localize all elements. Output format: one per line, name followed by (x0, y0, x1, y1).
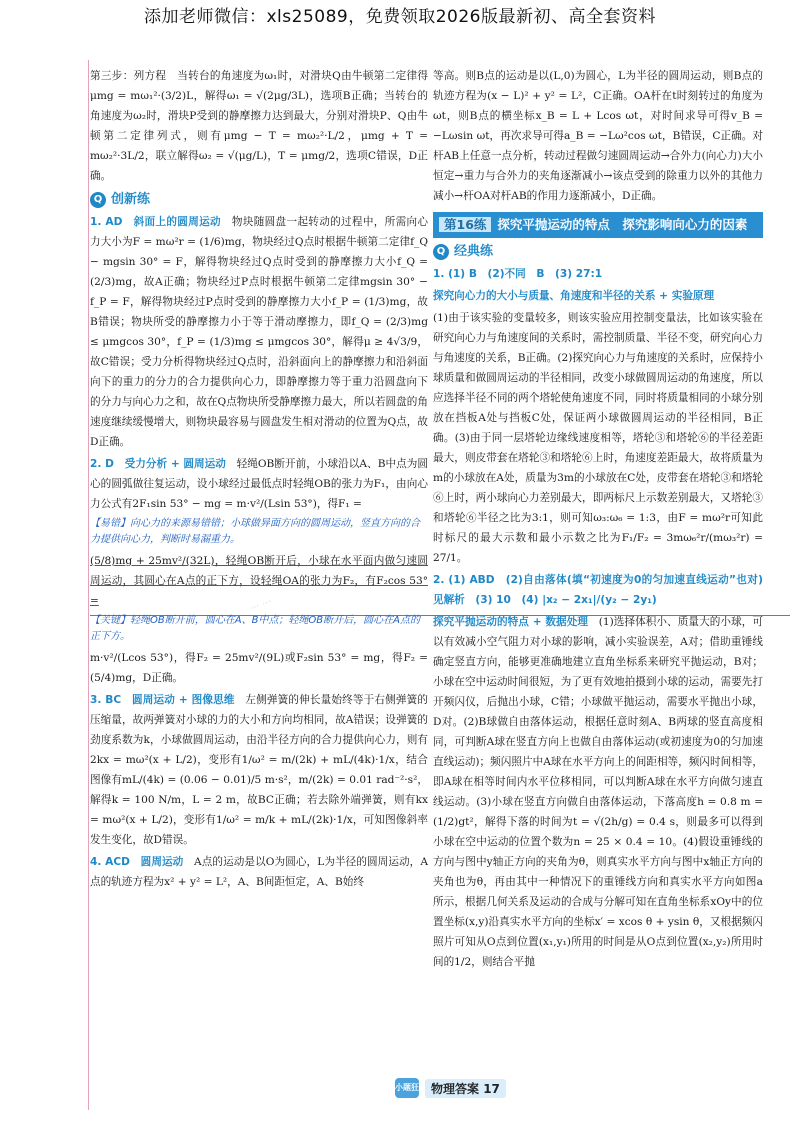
watermark: ··· ··· (248, 596, 274, 615)
search-icon: Q (90, 192, 106, 208)
q2-tag: 2. D 受力分析 + 圆周运动 (90, 458, 226, 470)
r-q1-subtitle: 探究向心力的大小与质量、角速度和半径的关系 + 实验原理 (433, 290, 715, 302)
q1-tag: 1. AD 斜面上的圆周运动 (90, 216, 221, 228)
handwritten-note-2: 【关键】轻绳OB断开前，圆心在A、B中点；轻绳OB断开后，圆心在A点的正下方。 (90, 615, 421, 642)
q3-tag: 3. BC 圆周运动 + 图像思维 (90, 694, 235, 706)
q4-continued: 等高。则B点的运动是以(L,0)为圆心，L为半径的圆周运动，则B点的轨迹方程为(x − L)² + y² = L²，C正确。OA杆在t时刻转过的角度为ωt，则B点的横坐标x_B = L + Lcos ωt，对时间求导可得v_B = −Lωsin ωt，再次求导可得a_B = −Lω²cos ωt，B错误，C正确。对杆AB上任意一点分析，转动过程做匀速圆周运动→合外力(向心力)大小恒定→重力与合外力的夹角逐渐减小→该点受到的除重力以外的其他力减小→杆OA对杆AB的作用力逐渐减小，D正确。 (433, 70, 763, 202)
page-number: 17 (483, 1081, 500, 1096)
lesson-number: 第16练 (439, 217, 491, 232)
section-heading-innovation: Q 创新练 (90, 190, 428, 210)
left-column (90, 66, 428, 1086)
q1-answer: 1. AD 斜面上的圆周运动 物块随圆盘一起转动的过程中，所需向心力大小为F = mω²r = (1/6)mg，物块经过Q点时根据牛顿第二定律f_Q − mgsin 30° = F，解得物块经过Q点时受到的静摩擦力大小f_Q = (2/3)mg，故A正确；物块经过P点时根据牛顿第二定律mgsin 30° − f_P = F，解得物块经过P点时受到的静摩擦力大小f_P = (1/3)mg，故B错误；物块所受的静摩擦力小于等于滑动摩擦力，即f_Q = (2/3)mg ≤ μmgcos 30°，f_P = (1/3)mg ≤ μmgcos 30°，解得μ ≥ 4√3/9，故C错误；受力分析得物块经过Q点时，沿斜面向上的静摩擦力和沿斜面向下的重力的分力的合力提供向心力，即静摩擦力等于重力沿圆盘向下的分力与向心力之和，故在Q点物块所受静摩擦力最大，所以若圆盘的角速度继续缓慢增大，则物块最容易与圆盘发生相对滑动的位置为Q点，故D正确。 (90, 216, 429, 448)
q2-answer-part3: m·v²/(Lcos 53°)，得F₂ = 25mv²/(9L)或F₂sin 53° = mg，得F₂ = (5/4)mg，D正确。 (90, 652, 428, 684)
page-footer (395, 1078, 506, 1112)
r-q2-subtitle: 探究平抛运动的特点 + 数据处理 (433, 616, 589, 628)
search-icon: Q (433, 244, 449, 260)
section-heading-classic: Q 经典练 (433, 242, 763, 262)
brand-logo: 小题狂练 (395, 1078, 419, 1098)
q2-answer-part1: 2. D 受力分析 + 圆周运动 轻绳OB断开前，小球沿以A、B中点为圆心的圆弧做往复运动，设小球经过最低点时轻绳OB的张力为F₁，由向心力公式有2F₁sin 53° − mg = m·v²/(Lsin 53°)，得F₁ = (90, 458, 429, 510)
footer-label: 物理答案 17 (425, 1079, 506, 1098)
r-q2-answer: 探究平抛运动的特点 + 数据处理 (1)选择体积小、质量大的小球，可以有效减小空气阻力对小球的影响，减小实验误差，A对；借助重锤线确定竖直方向，能够更准确地建立直角坐标系来研究平抛运动，B对；小球在空中运动时间很短，为了更有效地拍摄到小球的运动，需要先打开频闪仪，后抛出小球，C错；小球做平抛运动，需要水平抛出小球，D对。(2)B球做自由落体运动，根据任意时刻A、B两球的竖直高度相同，可判断A球在竖直方向上也做自由落体运动(或初速度为0的匀加速直线运动)；频闪照片中A球在水平方向上的间距相等，频闪时间相等，即A球在相等时间内水平位移相同，可以判断A球在水平方向做匀速直线运动。(3)小球在竖直方向做自由落体运动，下落高度h = 0.8 m = (1/2)gt²，解得下落的时间为t = √(2h/g) = 0.4 s，则最多可以得到小球在空中运动的位置个数为n = 25 × 0.4 = 10。(4)假设重锤线的方向与图中y轴正方向的夹角为θ，则真实水平方向与图中x轴正方向的夹角也为θ，再由其中一种情况下的重锤线方向和真实水平方向如图a所示，根据几何关系及运动的合成与分解可知在直角坐标系xOy中的位置坐标(x,y)沿真实水平方向的坐标x′ = xcos θ + ysin θ，又根据频闪照片可知从O点到位置(x₁,y₁)所用的时间是从O点到位置(x₂,y₂)所用时间的1/2，则结合平抛 (433, 616, 763, 968)
lesson-title: 探究平抛运动的特点 探究影响向心力的因素 (497, 217, 748, 232)
q4-answer: 4. ACD 圆周运动 A点的运动是以O为圆心，L为半径的圆周运动，A点的轨迹方程为x² + y² = L²，A、B间距恒定，A、B始终 (90, 856, 428, 888)
margin-line (88, 60, 89, 1110)
right-column (433, 66, 774, 1086)
handwritten-note-1: 【易错】向心力的来源易错错；小球做异面方向的圆周运动，竖直方向的合力提供向心力，判断时易漏重力。 (90, 518, 420, 545)
q3-answer: 3. BC 圆周运动 + 图像思维 左侧弹簧的伸长量始终等于右侧弹簧的压缩量，故两弹簧对小球的力的大小和方向均相同，故A错误；设弹簧的劲度系数为k，小球做圆周运动，由沿半径方向的合力提供向心力，则有2kx = mω²(x + L/2)，变形有1/ω² = m/(2k) + mL/(4k)·1/x，结合图像有mL/(4k) = (0.06 − 0.01)/5 m·s²，m/(2k) = 0.01 rad⁻²·s²，解得k = 100 N/m，L = 2 m，故BC正确；若去除外端弹簧，则有kx = mω²(x + L/2)，变形有1/ω² = m/k + mL/(2k)·1/x，可知图像斜率发生变化，故D错误。 (90, 694, 429, 846)
lesson-title-bar (433, 212, 763, 238)
step3-paragraph: 第三步：列方程 当转台的角速度为ω₁时，对滑块Q由牛顿第二定律得μmg = mω₁²·(3/2)L，解得ω₁ = √(2μg/3L)，选项B正确；当转台的角速度为ω₂时，滑块P受到的静摩擦力达到最大，分别对滑块P、Q由牛顿第二定律列式，则有μmg − T = mω₂²·L/2，μmg + T = mω₂²·3L/2，联立解得ω₂ = √(μg/L)，T = μmg/2，选项C错误，D正确。 (90, 70, 428, 182)
r-q2-tag: 2. (1) ABD (2)自由落体(填“初速度为0的匀加速直线运动”也对) 见解析 (3) 10 (4) |x₂ − 2x₁|/(y₂ − 2y₁) (433, 574, 774, 606)
q4-tag: 4. ACD 圆周运动 (90, 856, 184, 868)
r-q1-answer: (1)由于该实验的变量较多，则该实验应用控制变量法，比如该实验在研究向心力与角速度间的关系时，需控制质量、半径不变，研究向心力与角速度的关系，B正确。(2)探究向心力与角速度的关系时，应保持小球质量和做圆周运动的半径相同，改变小球做圆周运动的角速度，所以应选择半径不同的两个塔轮使角速度不同，同时将质量相同的小球分别放在挡板A处与挡板C处，保证两小球做圆周运动的半径相同，B正确。(3)由于同一层塔轮边缘线速度相等，塔轮③和塔轮⑥的半径差距最大，则皮带套在塔轮③和塔轮⑥上时，角速度差距最大，故将质量为m的小球放在A处，质量为3m的小球放在C处，皮带套在塔轮③和塔轮⑥上时，两小球向心力差别最大，即两标尺上示数差别最大，又塔轮③和塔轮⑥半径之比为3:1，则可知ω₃:ω₆ = 1:3，由F = mω²r可知此时标尺的最大示数和最小示数之比为F₁/F₂ = 3mω₆²r/(mω₃²r) = 27/1。 (433, 312, 764, 564)
r-q1-tag: 1. (1) B (2)不同 B (3) 27:1 (433, 268, 603, 280)
q2-answer-part2: (5/8)mg + 25mv²/(32L)，轻绳OB断开后，小球在水平面内做匀速圆周运动，其圆心在A点的正下方，设轻绳OA的张力为F₂，有F₂cos 53° = (90, 555, 428, 607)
promo-banner: 添加老师微信：xls25089，免费领取2026版最新初、高全套资料 (144, 7, 656, 27)
